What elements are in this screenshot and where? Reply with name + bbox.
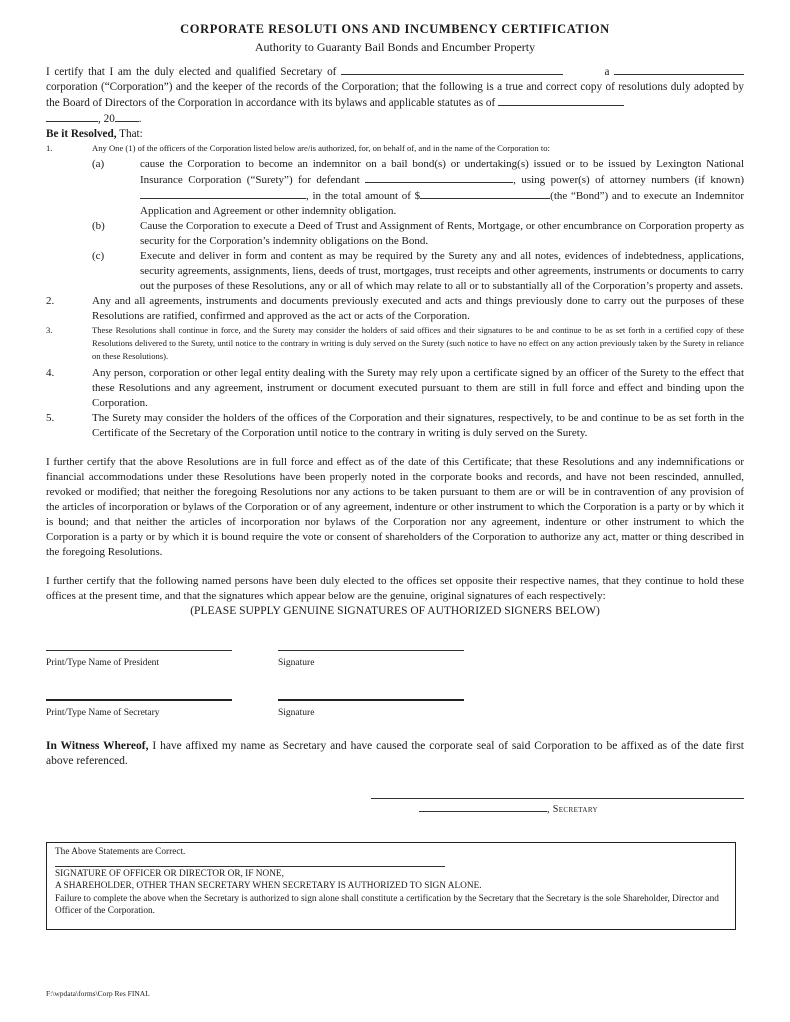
further-certify-paragraph: I further certify that the above Resolutions are in full force and effect as of the date of this Certificate; that these Resolutions and any indemnifications or financial accommodations under these Resolutions have been properly noted in the corporate books and records, and have not been rescinded, annulled, revoked or modified; that neither the foregoing Resolutions nor any actions to be taken pursuant to them are or will be in contravention of any provision of the articles of incorporation or bylaws of the Corporation or of any agreement, indenture or other instrument to which the Corporation is a party or by which it is bound; and that neither the articles of incorporation nor bylaws of the Corporation nor any agreement, indenture or other instrument to which the Corporation is a party or by which it is bound require the vote or consent of shareholders of the Corporation to authorize any act, matter or thing described in the foregoing Resolutions.: [46, 456, 744, 558]
state-field[interactable]: [614, 64, 744, 75]
document-title: CORPORATE RESOLUTI ONS AND INCUMBENCY CERTIFICATION: [180, 22, 610, 36]
intro-paragraph: I certify that I am the duly elected and qualified Secretary of a corporation (“Corporation”) and the keeper of the records of the Corporation; that the following is a true and correct copy of resolutions duly adopted by the Board of Directors of the Corporation in accordance with its bylaws and applicable statutes as of , 20 .: [46, 66, 744, 125]
officer-verification-box: [46, 842, 736, 930]
verification-statement: The Above Statements are Correct.: [55, 847, 186, 857]
subitem-b: (b) Cause the Corporation to execute a Deed of Trust and Assignment of Rents, Mortgage, or other encumbrance on Corporation property as security for the Corporation’s indemnity obligations on the Bond.: [92, 220, 744, 247]
signature-instruction: (PLEASE SUPPLY GENUINE SIGNATURES OF AUTHORIZED SIGNERS BELOW): [190, 605, 600, 617]
secretary-signature-label: Signature: [278, 708, 315, 718]
document-subtitle: Authority to Guaranty Bail Bonds and Encumber Property: [254, 40, 536, 54]
power-of-attorney-numbers-field[interactable]: [140, 188, 306, 199]
resolved-heading: Be it Resolved, That:: [46, 128, 143, 140]
resolution-item: 5. The Surety may consider the holders of the offices of the Corporation and their signatures, respectively, to be and continue to be as set forth in the Certificate of the Secretary of the Corporation until notice to the contrary in writing is duly served on the Surety.: [46, 412, 744, 439]
officers-certify-paragraph: I further certify that the following named persons have been duly elected to the offices set opposite their respective names, that they continue to hold these offices at the present time, and that the signatures which appear below are the genuine, original signatures of each respectively:: [46, 575, 744, 602]
corporation-name-field[interactable]: [341, 64, 563, 75]
secretary-final-signature-field[interactable]: [371, 773, 744, 799]
resolution-item: 2. Any and all agreements, instruments and documents previously executed and acts and things previously done to carry out the purposes of these Resolutions are ratified, confirmed and approved as the act or acts of the Corporation.: [46, 295, 744, 322]
secretary-name-field[interactable]: [46, 691, 232, 701]
president-signature-row: [46, 641, 744, 671]
secretary-print-name-field[interactable]: [419, 801, 547, 812]
secretary-signature-field[interactable]: [278, 691, 464, 701]
defendant-name-field[interactable]: [365, 172, 513, 183]
resolution-item: 4. Any person, corporation or other legal entity dealing with the Surety may rely upon a certificate signed by an officer of the Surety to the effect that these Resolutions and any agreement, instrument or document executed pursuant to them are still in full force and effect and binding upon the Corporation.: [46, 367, 744, 409]
total-amount-field[interactable]: [420, 188, 550, 199]
witness-paragraph: In Witness Whereof, I have affixed my name as Secretary and have caused the corporate seal of said Corporation to be affixed as of the date first above referenced.: [46, 740, 744, 767]
adoption-day-field[interactable]: [46, 111, 98, 122]
president-name-field[interactable]: [46, 641, 232, 651]
secretary-signature-row: [46, 691, 744, 721]
president-name-label: Print/Type Name of President: [46, 658, 160, 668]
adoption-date-field[interactable]: [498, 95, 624, 106]
subitem-a: (a) cause the Corporation to become an indemnitor on a bail bond(s) or undertaking(s) issued or to be issued by Lexington National Insurance Corporation (“Surety”) for defendant , using power(s) of attorney numbers (if known) , in the total amount of $ (the “Bond”) and to execute an Indemnitor Application and Agreement or other indemnity obligation.: [92, 158, 745, 217]
officer-signature-field[interactable]: [55, 859, 445, 867]
resolution-item: 3. These Resolutions shall continue in force, and the Surety may consider the holders of said offices and their signatures to be and continue to be as set forth in a certified copy of these Resolutions delivered to the Surety, until notice to the contrary in writing is duly served on the Surety (such notice to have no effect on any action previously taken by the Surety in reliance on these Resolutions).: [46, 325, 744, 361]
officer-signature-label: SIGNATURE OF OFFICER OR DIRECTOR OR, IF NONE,: [55, 868, 284, 879]
subitem-c: (c) Execute and deliver in form and content as may be required by the Surety any and all notes, evidences of indebtedness, applications, security agreements, assignments, liens, deeds of trust, mortgages, trust receipts and other agreements, instruments or documents to carry out the purposes of these Resolutions, any or all of which may relate to all or to substantially all of the Corporation’s property and assets.: [92, 250, 744, 292]
adoption-year-field[interactable]: [115, 111, 139, 122]
resolutions-list: [46, 142, 744, 441]
president-signature-field[interactable]: [278, 641, 464, 651]
president-signature-label: Signature: [278, 658, 315, 668]
secretary-name-label: Print/Type Name of Secretary: [46, 708, 160, 718]
resolution-item: 1. Any One (1) of the officers of the Corporation listed below are/is authorized, for, on behalf of, and in the name of the Corporation to:: [46, 143, 550, 153]
sole-officer-notice: Failure to complete the above when the Secretary is authorized to sign alone shall constitute a certification by the Secretary that the Secretary is the sole Shareholder, Director and Officer of the Corporation.: [55, 893, 719, 916]
secretary-caption: , Secretary: [419, 801, 744, 817]
file-path-footer: F:\wpdata\forms\Corp Res FINAL: [46, 989, 150, 998]
shareholder-label: A SHAREHOLDER, OTHER THAN SECRETARY WHEN SECRETARY IS AUTHORIZED TO SIGN ALONE.: [55, 881, 482, 891]
